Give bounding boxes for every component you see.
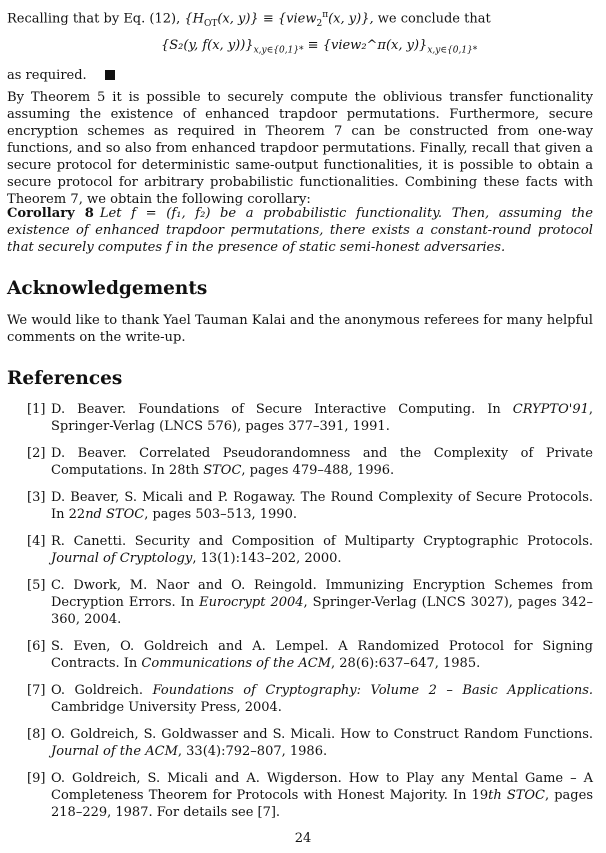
reference-item [27, 726, 593, 760]
reference-number: [7] [27, 683, 46, 698]
reference-text [51, 577, 593, 628]
reference-italic: STOC [203, 463, 242, 478]
reference-pre: O. Goldreich. [51, 683, 153, 698]
reference-number: [2] [27, 446, 46, 461]
reference-pre: S. Even, O. Goldreich and A. Lempel. A Randomized Protocol for Signing Contracts. In [51, 639, 593, 671]
reference-post: , pages 218–229, 1987. For details see [7]. [51, 788, 593, 820]
reference-post: , pages 479–488, 1996. [241, 463, 395, 478]
reference-pre: D. Beaver. Foundations of Secure Interactive Computing. In [51, 402, 513, 417]
reference-post: , 13(1):143–202, 2000. [192, 551, 342, 566]
corollary-label: Corollary 8 [7, 206, 94, 221]
reference-italic: Journal of Cryptology [51, 551, 193, 566]
page-number: 24 [294, 831, 312, 846]
corollary-block [7, 205, 593, 256]
references-heading: References [7, 368, 123, 389]
display-right: {view₂^π(x, y)} [322, 38, 428, 53]
reference-pre: D. Beaver. Correlated Pseudorandomness and the Complexity of Private Computations. In 28th [51, 446, 593, 478]
body-paragraph: By Theorem 5 it is possible to securely compute the oblivious transfer functionality assuming the existence of enhanced trapdoor permutations. Furthermore, secure encryption schemes as required in Theorem 7 can be constructed from one-way functions, and so also from enhanced trapdoor permutations. Finally, recall that given a secure protocol for deterministic same-output functionalities, it is possible to obtain a secure protocol for arbitrary probabilistic functionalities. Combining these facts with Theorem 7, we obtain the following corollary: [7, 90, 593, 207]
reference-text [51, 726, 593, 760]
reference-text [51, 401, 593, 435]
reference-item [27, 533, 593, 567]
display-equation [161, 37, 477, 60]
reference-italic: Communications of the ACM [141, 656, 332, 671]
reference-pre: O. Goldreich, S. Goldwasser and S. Micali. How to Construct Random Functions. [51, 727, 593, 742]
reference-post: Cambridge University Press, 2004. [51, 700, 282, 715]
reference-text [51, 489, 593, 523]
reference-italic: Foundations of Cryptography: Volume 2 – Basic Applications. [152, 683, 594, 698]
lead-eq-view-sub: 2 [316, 18, 323, 29]
reference-list [27, 401, 593, 831]
reference-number: [4] [27, 534, 46, 549]
lead-eq-view-sup: π [322, 10, 329, 20]
display-right-sub: x,y∈{0,1}* [427, 45, 478, 56]
lead-eq-sub: OT [203, 18, 218, 29]
reference-text [51, 770, 593, 821]
reference-italic: th STOC [488, 788, 545, 803]
reference-number: [5] [27, 578, 46, 593]
acknowledgements-heading: Acknowledgements [7, 278, 208, 299]
reference-text [51, 445, 593, 479]
reference-pre: R. Canetti. Security and Composition of Multiparty Cryptographic Protocols. [51, 534, 593, 549]
reference-post: , 28(6):637–647, 1985. [331, 656, 481, 671]
reference-pre: C. Dwork, M. Naor and O. Reingold. Immunizing Encryption Schemes from Decryption Errors. In [51, 578, 593, 610]
reference-item [27, 489, 593, 523]
reference-item [27, 770, 593, 821]
reference-number: [9] [27, 771, 46, 786]
display-left-sub: x,y∈{0,1}* [253, 45, 304, 56]
corollary-text: Let f = (f₁, f₂) be a probabilistic functionality. Then, assuming the existence of enhanced trapdoor permutations, there exists a constant-round protocol that securely computes f in the presence of static semi-honest adversaries. [7, 206, 593, 255]
reference-italic: CRYPTO'91 [512, 402, 589, 417]
reference-post: , 33(4):792–807, 1986. [177, 744, 328, 759]
acknowledgements-text: We would like to thank Yael Tauman Kalai and the anonymous referees for many helpful comments on the write-up. [7, 313, 593, 345]
lead-sentence [7, 7, 593, 33]
reference-item [27, 682, 593, 716]
reference-pre: D. Beaver, S. Micali and P. Rogaway. The Round Complexity of Secure Protocols. In 22 [51, 490, 593, 522]
lead-prefix: Recalling that by Eq. (12), [7, 11, 185, 27]
reference-item [27, 577, 593, 628]
reference-text [51, 533, 593, 567]
display-left: {S₂(y, f(x, y))} [161, 38, 254, 53]
reference-number: [3] [27, 490, 46, 505]
lead-eq-open: {H [184, 11, 204, 27]
reference-number: [8] [27, 727, 46, 742]
reference-item [27, 445, 593, 479]
lead-eq-tail: (x, y)}, [328, 11, 378, 27]
reference-post: , Springer-Verlag (LNCS 3027), pages 342–360, 2004. [51, 595, 593, 627]
reference-number: [6] [27, 639, 46, 654]
reference-post: , Springer-Verlag (LNCS 576), pages 377–391, 1991. [51, 402, 593, 434]
reference-number: [1] [27, 402, 46, 417]
lead-eq-rest: (x, y)} ≡ {view [217, 11, 317, 27]
reference-pre: O. Goldreich, S. Micali and A. Wigderson. How to Play any Mental Game – A Completeness Theorem for Protocols with Honest Majority. In 19 [51, 771, 593, 803]
lead-suffix: we conclude that [377, 11, 491, 27]
reference-italic: Eurocrypt 2004 [199, 595, 304, 610]
qed-line [7, 67, 115, 84]
qed-text: as required. [7, 68, 87, 83]
reference-italic: Journal of the ACM [51, 744, 178, 759]
reference-italic: nd STOC [85, 507, 145, 522]
reference-text [51, 638, 593, 672]
reference-item [27, 401, 593, 435]
reference-text [51, 682, 593, 716]
reference-item [27, 638, 593, 672]
qed-square-icon [105, 70, 115, 80]
reference-post: , pages 503–513, 1990. [144, 507, 297, 522]
display-mid: ≡ [303, 38, 323, 53]
